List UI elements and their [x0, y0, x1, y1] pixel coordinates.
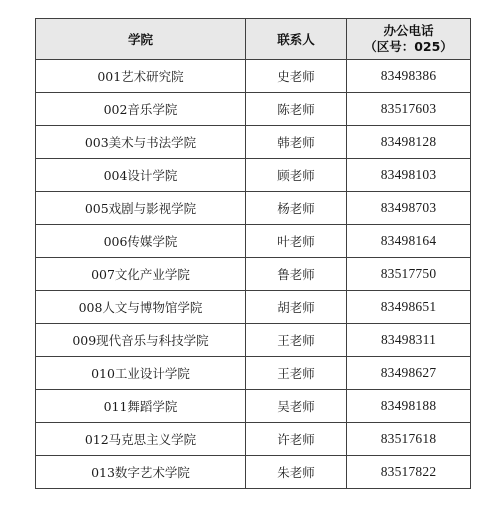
contact-person-cell: 史老师: [246, 60, 347, 93]
contact-person-cell: 韩老师: [246, 126, 347, 159]
college-name-cell: 007文化产业学院: [36, 258, 246, 291]
phone-number-cell: 83498651: [347, 291, 471, 324]
phone-number-cell: 83517618: [347, 423, 471, 456]
contact-person-cell: 朱老师: [246, 456, 347, 489]
contact-person-cell: 许老师: [246, 423, 347, 456]
contact-person-cell: 叶老师: [246, 225, 347, 258]
contact-column-header: 联系人: [246, 19, 347, 60]
phone-header-area-code: （区号：025）: [364, 39, 453, 54]
table-row: [36, 456, 471, 489]
table-body: [36, 60, 471, 489]
contact-person-cell: 王老师: [246, 357, 347, 390]
table-row: [36, 258, 471, 291]
phone-column-header: [347, 19, 471, 60]
phone-number-cell: 83498311: [347, 324, 471, 357]
table-row: [36, 291, 471, 324]
phone-number-cell: 83517603: [347, 93, 471, 126]
phone-number-cell: 83498703: [347, 192, 471, 225]
phone-number-cell: 83498164: [347, 225, 471, 258]
table-row: [36, 225, 471, 258]
college-name-cell: 006传媒学院: [36, 225, 246, 258]
college-name-cell: 013数字艺术学院: [36, 456, 246, 489]
college-name-cell: 011舞蹈学院: [36, 390, 246, 423]
contact-person-cell: 杨老师: [246, 192, 347, 225]
college-name-cell: 003美术与书法学院: [36, 126, 246, 159]
contact-person-cell: 顾老师: [246, 159, 347, 192]
college-name-cell: 009现代音乐与科技学院: [36, 324, 246, 357]
table-row: [36, 159, 471, 192]
phone-number-cell: 83517750: [347, 258, 471, 291]
table-row: [36, 357, 471, 390]
contact-person-cell: 陈老师: [246, 93, 347, 126]
table-row: [36, 126, 471, 159]
contact-table: [35, 18, 471, 489]
table-row: [36, 423, 471, 456]
contact-person-cell: 鲁老师: [246, 258, 347, 291]
college-name-cell: 012马克思主义学院: [36, 423, 246, 456]
college-column-header: 学院: [36, 19, 246, 60]
college-name-cell: 002音乐学院: [36, 93, 246, 126]
contact-person-cell: 吴老师: [246, 390, 347, 423]
table-row: [36, 93, 471, 126]
college-name-cell: 005戏剧与影视学院: [36, 192, 246, 225]
phone-number-cell: 83498627: [347, 357, 471, 390]
phone-number-cell: 83498386: [347, 60, 471, 93]
phone-number-cell: 83498188: [347, 390, 471, 423]
table-row: [36, 60, 471, 93]
phone-number-cell: 83498103: [347, 159, 471, 192]
college-name-cell: 001艺术研究院: [36, 60, 246, 93]
table-row: [36, 324, 471, 357]
college-name-cell: 010工业设计学院: [36, 357, 246, 390]
phone-number-cell: 83498128: [347, 126, 471, 159]
table-row: [36, 192, 471, 225]
phone-header-title: 办公电话: [383, 23, 434, 38]
table-header-row: [36, 19, 471, 60]
contact-person-cell: 胡老师: [246, 291, 347, 324]
college-name-cell: 008人文与博物馆学院: [36, 291, 246, 324]
college-name-cell: 004设计学院: [36, 159, 246, 192]
contact-person-cell: 王老师: [246, 324, 347, 357]
phone-number-cell: 83517822: [347, 456, 471, 489]
table-row: [36, 390, 471, 423]
